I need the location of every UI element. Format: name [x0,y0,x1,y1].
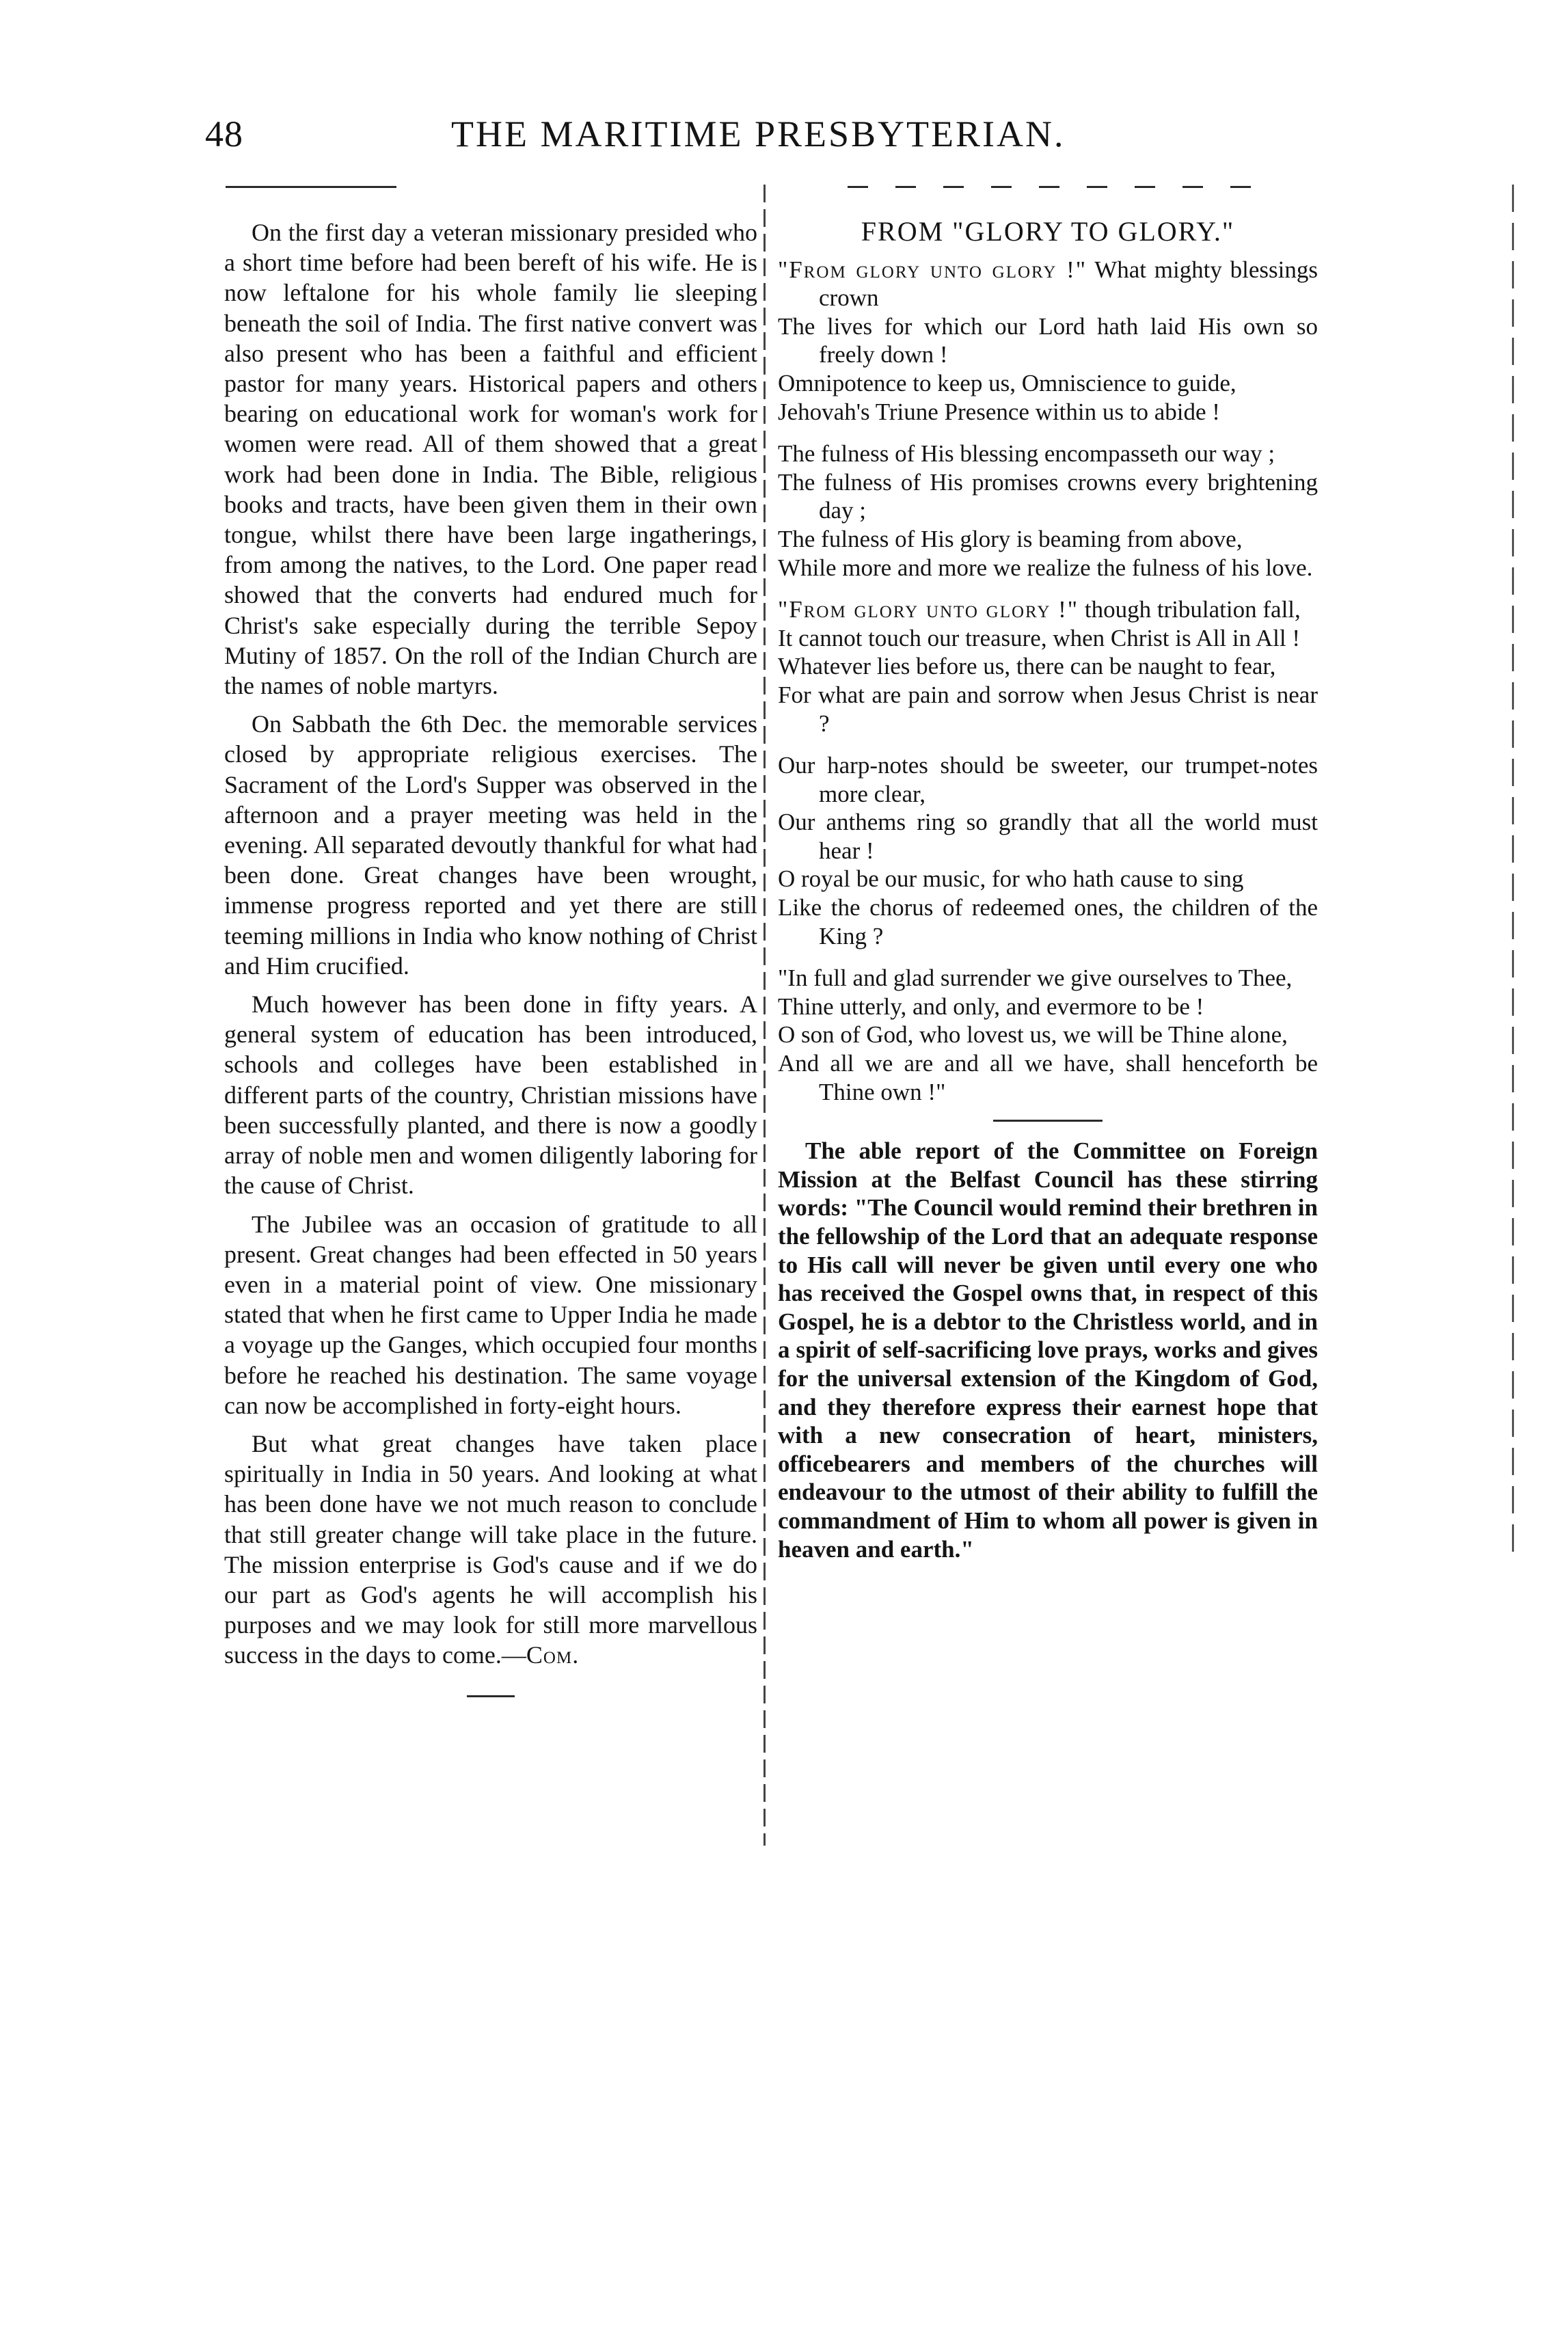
poem-stanza [778,595,1318,738]
poem-line: The fulness of His glory is beaming from above, [778,525,1243,552]
poem-line: While more and more we realize the fulness of his love. [778,554,1313,581]
right-column [778,217,1318,1563]
article-paragraph: The Jubilee was an occasion of gratitude to all present. Great changes had been effected in 50 years even in a material point of view. One missionary stated that when he first came to Upper India he made a voyage up the Ganges, which occupied four months before he reached his destination. The same voyage can now be accomplished in forty-eight hours. [224,1210,757,1419]
poem-line: Omnipotence to keep us, Omniscience to guide, [778,369,1236,396]
poem-line: The lives for which our Lord hath laid His own so freely down ! [778,312,1318,368]
poem-end-rule [993,1120,1103,1122]
poem-line [778,256,1318,312]
poem-line: It cannot touch our treasure, when Christ is All in All ! [778,624,1301,651]
right-column-top-rule [848,186,1271,188]
poem-stanza [778,440,1318,582]
article-paragraph: Much however has been done in fifty years. A general system of education has been introduced, schools and colleges have been established in different parts of the country, Christian missions have been successfully planted, and there is now a goodly array of noble men and women diligently laboring for the cause of Christ. [224,990,757,1200]
page-number: 48 [205,113,243,154]
poem-line: The fulness of His blessing encompasseth our way ; [778,440,1275,468]
article-paragraph: On the first day a veteran missionary presided who a short time before had been bereft of his wife. He is now leftalone for his whole family lie sleeping beneath the soil of India. The first native convert was also present who has been a faithful and efficient pastor for many years. Historical papers and others bearing on educational work for woman's work for women were read. All of them showed that a great work had been done in India. The Bible, religious books and tracts, have been given them in their own tongue, whilst there have been large ingatherings, from among the natives, to the Lord. One paper read showed that the converts had endured much for Christ's sake especially during the terrible Sepoy Mutiny of 1857. On the roll of the Indian Church are the names of noble martyrs. [224,219,757,700]
poem-line: Thine utterly, and only, and evermore to be ! [778,993,1204,1020]
page-margin-line [1512,185,1514,1552]
poem-line-text: What mighty blessings crown [819,256,1318,312]
poem-line: For what are pain and sorrow when Jesus Christ is near ? [778,681,1318,737]
poem-line: Jehovah's Triune Presence within us to abide ! [778,398,1220,425]
poem-title: FROM "GLORY TO GLORY." [861,216,1235,247]
poem-stanzas [778,256,1318,1107]
poem-line: O royal be our music, for who hath cause to sing [778,865,1244,893]
poem-line: "In full and glad surrender we give ourselves to Thee, [778,965,1293,992]
poem-stanza [778,751,1318,950]
running-title: THE MARITIME PRESBYTERIAN. [451,113,1066,154]
left-column-top-rule [226,186,396,188]
article-paragraph-final [224,1429,757,1671]
poem-line: Whatever lies before us, there can be naught to fear, [778,653,1276,680]
poem-line: Our harp-notes should be sweeter, our trumpet-notes more clear, [778,752,1318,807]
poem-line: Like the chorus of redeemed ones, the children of the King ? [778,894,1318,949]
poem-line-text: though tribulation fall, [1079,596,1301,623]
article-paragraph: On Sabbath the 6th Dec. the memorable services closed by appropriate religious exercises. The Sacrament of the Lord's Supper was observed in the afternoon and a prayer meeting was held in the evening. All separated devoutly thankful for what had been done. Great changes have been wrought, immense progress reported and yet there are still teeming millions in India who know nothing of Christ and Him crucified. [224,710,757,980]
poem-line: Our anthems ring so grandly that all the world must hear ! [778,809,1318,864]
article-paragraph-text: But what great changes have taken place spiritually in India in 50 years. And looking at what has been done have we not much reason to conclude that still greater change will take place in the future. The mission enterprise is God's cause and if we do our part as God's agents he will accomplish his purposes and we may look for still more marvellous success in the days to come.— [224,1429,757,1669]
page-header [205,113,1367,174]
poem-refrain: "From glory unto glory !" [778,596,1079,623]
article-end-rule [467,1695,515,1697]
poem-line: And all we are and all we have, shall henceforth be Thine own !" [778,1050,1318,1105]
poem-line: The fulness of His promises crowns every brightening day ; [778,468,1318,524]
left-column [224,217,757,1697]
article-signature: Com. [526,1641,580,1669]
poem-refrain: "From glory unto glory !" [778,256,1087,283]
poem-line: O son of God, who lovest us, we will be Thine alone, [778,1021,1288,1049]
poem-line [778,595,1318,624]
poem-stanza [778,964,1318,1106]
column-divider [763,185,766,1846]
poem-stanza [778,256,1318,427]
closing-paragraph: The able report of the Committee on Foreign Mission at the Belfast Council has these stirring words: "The Council would remind their brethren in the fellowship of the Lord that an adequate response to His call will never be given until every one who has received the Gospel owns that, in respect of this Gospel, he is a debtor to the Christless world, and in a spirit of self-sacrificing love prays, works and gives for the universal extension of the Kingdom of God, and they therefore express their earnest hope that with a new consecration of heart, ministers, officebearers and members of the churches will endeavour to the utmost of their ability to fulfill the commandment of Him to whom all power is given in heaven and earth." [778,1137,1318,1563]
